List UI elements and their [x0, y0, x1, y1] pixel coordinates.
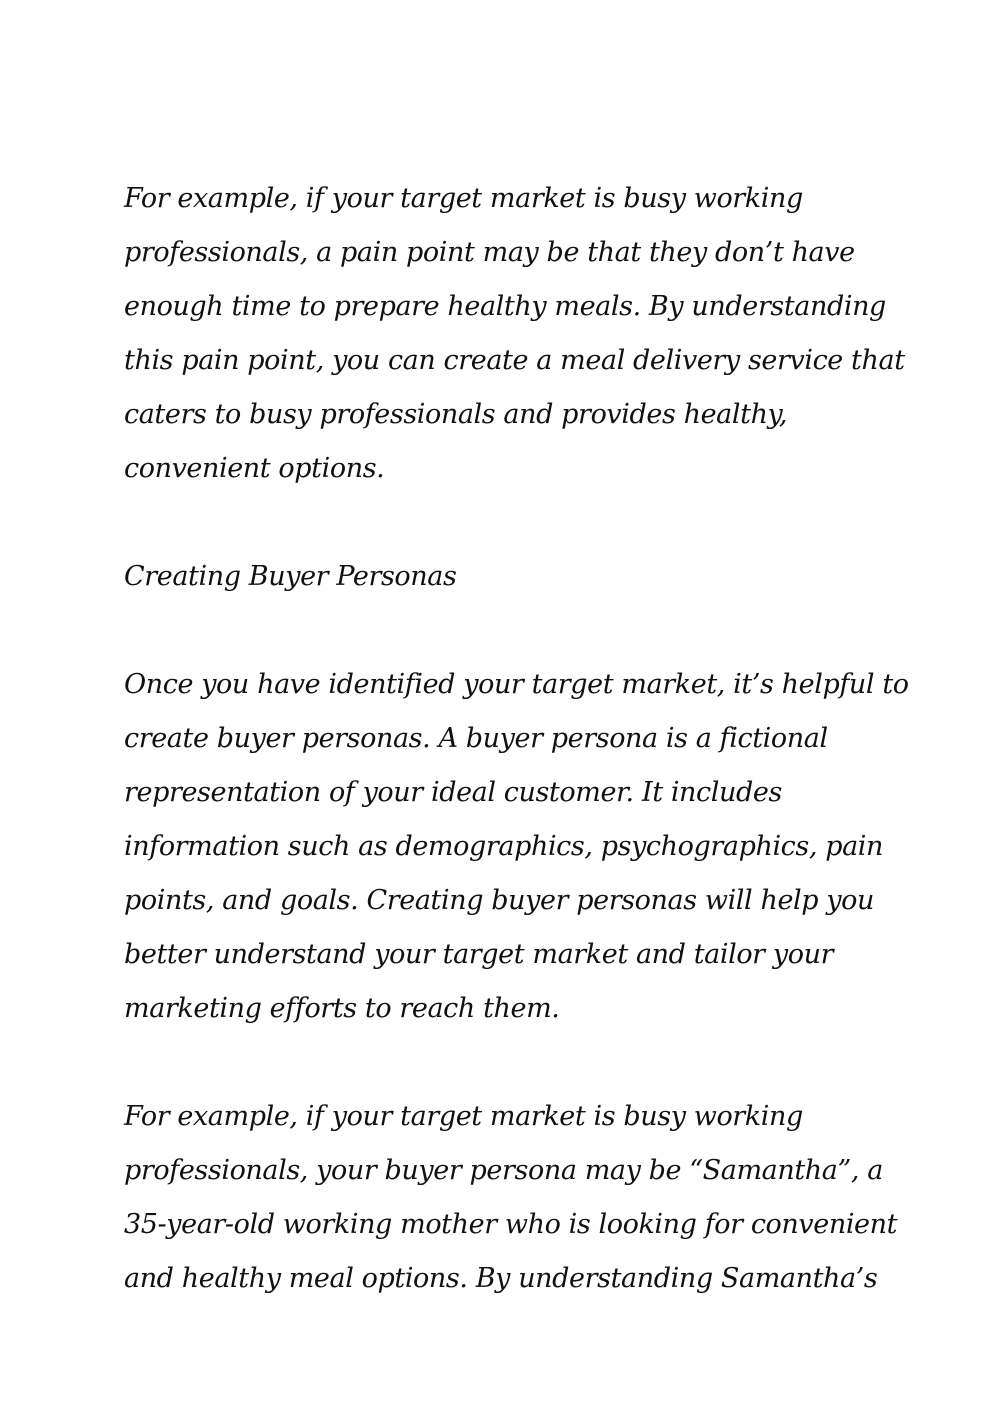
text-line: this pain point, you can create a meal delivery service that [124, 345, 905, 376]
text-line: caters to busy professionals and provides healthy, [124, 399, 788, 430]
text-line: information such as demographics, psychographics, pain [124, 831, 884, 862]
paragraph-spacer [124, 1036, 884, 1090]
text-line: For example, if your target market is busy working [124, 183, 803, 214]
text-line: For example, if your target market is busy working [124, 1101, 803, 1132]
text-line: Once you have identified your target market, it’s helpful to [124, 669, 909, 700]
section-heading [124, 550, 884, 604]
text-line: points, and goals. Creating buyer personas will help you [124, 885, 875, 916]
text-line: create buyer personas. A buyer persona is a fictional [124, 723, 828, 754]
text-line: marketing efforts to reach them. [124, 993, 560, 1024]
heading-creating-buyer-personas: Creating Buyer Personas [124, 561, 457, 592]
paragraph-buyer-persona-definition [124, 658, 909, 1036]
paragraph-persona-example [124, 1090, 898, 1306]
text-line: representation of your ideal customer. It includes [124, 777, 782, 808]
text-line: enough time to prepare healthy meals. By understanding [124, 291, 886, 322]
text-line: professionals, your buyer persona may be “Samantha”, a [124, 1155, 883, 1186]
paragraph-spacer [124, 604, 884, 658]
text-line: better understand your target market and tailor your [124, 939, 834, 970]
text-line: convenient options. [124, 453, 385, 484]
text-line: professionals, a pain point may be that they don’t have [124, 237, 855, 268]
paragraph-spacer [124, 496, 884, 550]
paragraph-pain-point-example [124, 172, 905, 496]
text-line: 35-year-old working mother who is looking for convenient [124, 1209, 898, 1240]
page-body [124, 172, 909, 1306]
text-line: and healthy meal options. By understanding Samantha’s [124, 1263, 878, 1294]
